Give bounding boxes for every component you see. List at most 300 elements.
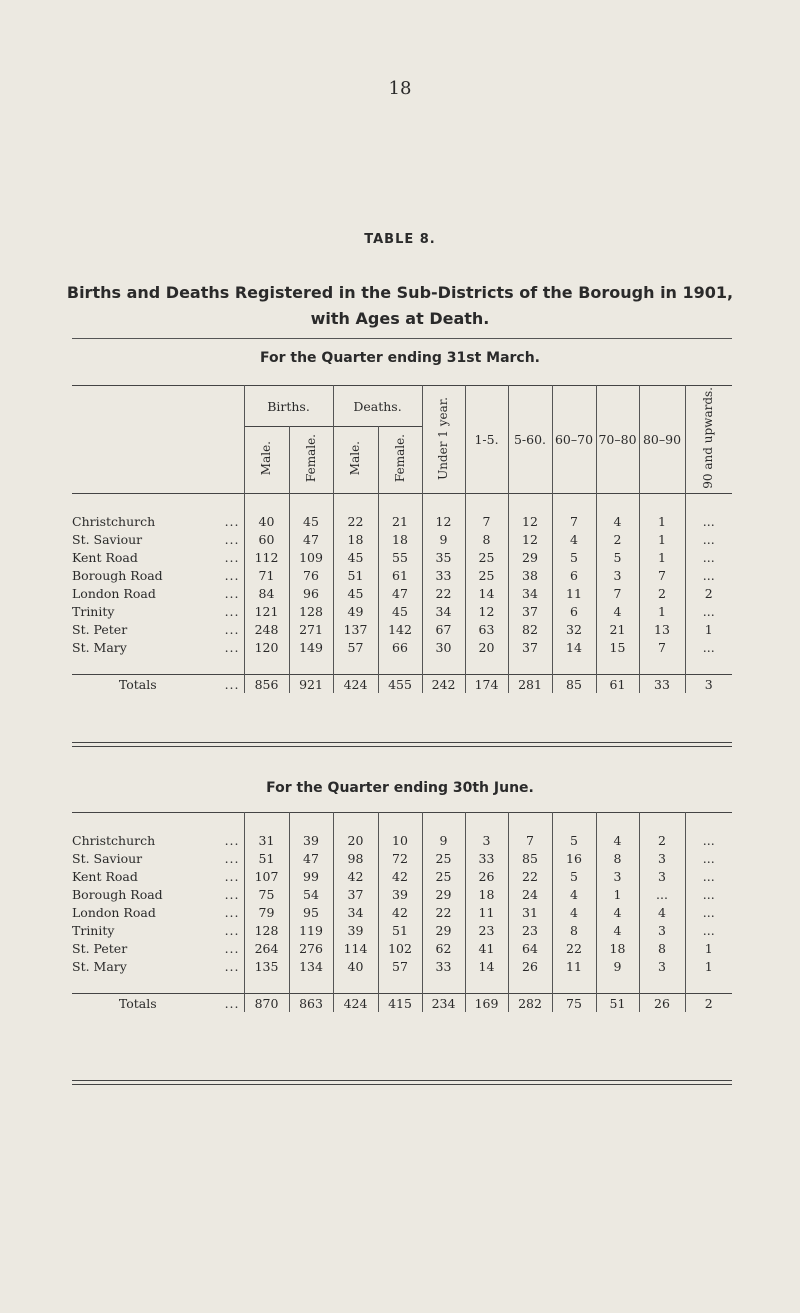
value-cell: 22: [333, 512, 378, 530]
age-70-80-header: 70–80: [596, 386, 639, 494]
value-cell: 2: [639, 831, 685, 849]
quarter1-totals: [72, 675, 732, 694]
table-title: Births and Deaths Registered in the Sub-Districts of the Borough in 1901, with Ages at Death.: [66, 283, 734, 328]
table-row: [72, 602, 732, 620]
value-cell: 921: [289, 675, 333, 694]
value-cell: ...: [702, 513, 715, 529]
value-cell: 63: [465, 620, 508, 638]
value-cell: 4: [596, 512, 639, 530]
value-cell: 42: [378, 903, 422, 921]
table-row: [72, 939, 732, 957]
value-cell: 8: [639, 939, 685, 957]
value-cell: 128: [289, 602, 333, 620]
district-name-cell: [72, 602, 244, 620]
value-cell: 72: [378, 849, 422, 867]
value-cell: 29: [508, 548, 552, 566]
value-cell: 2: [596, 530, 639, 548]
district-name: Totals: [118, 995, 157, 1011]
births-header: Births.: [244, 386, 333, 427]
value-cell: 1: [704, 940, 713, 956]
value-cell: 61: [596, 675, 639, 694]
leader-dots: ...: [224, 676, 240, 692]
table-row: [72, 548, 732, 566]
header-row-top: [72, 386, 732, 427]
value-cell: ...: [702, 904, 715, 920]
value-cell: 25: [465, 548, 508, 566]
value-cell: 863: [289, 994, 333, 1013]
value-cell: 14: [552, 638, 596, 656]
age-5-60-header: 5-60.: [508, 386, 552, 494]
value-cell: ...: [702, 832, 715, 848]
value-cell: 7: [552, 512, 596, 530]
value-cell: 9: [422, 831, 465, 849]
value-cell: 9: [422, 530, 465, 548]
value-cell: 856: [244, 675, 289, 694]
value-cell: 45: [289, 512, 333, 530]
value-cell: 1: [596, 885, 639, 903]
value-cell: 2: [685, 994, 732, 1013]
value-cell: 142: [378, 620, 422, 638]
quarter1-body: [72, 512, 732, 675]
district-name-cell: [72, 994, 244, 1013]
district-name: St. Peter: [72, 940, 128, 956]
totals-row: [72, 994, 732, 1013]
value-cell: 22: [508, 867, 552, 885]
totals-row: [72, 675, 732, 694]
value-cell: 84: [244, 584, 289, 602]
value-cell: 1: [704, 621, 713, 637]
value-cell: 281: [508, 675, 552, 694]
leader-dots: ...: [224, 850, 240, 866]
leader-dots: ...: [224, 621, 240, 637]
value-cell: 7: [465, 512, 508, 530]
value-cell: 51: [596, 994, 639, 1013]
value-cell: 54: [289, 885, 333, 903]
value-cell: 5: [552, 831, 596, 849]
value-cell: 4: [596, 903, 639, 921]
value-cell: 45: [333, 548, 378, 566]
spacer-row: [72, 975, 732, 994]
value-cell: 12: [508, 512, 552, 530]
births-female-header: Female.: [289, 427, 333, 494]
value-cell: 30: [422, 638, 465, 656]
value-cell: 3: [685, 675, 732, 694]
value-cell: 3: [639, 921, 685, 939]
district-name-cell: [72, 530, 244, 548]
spacer-row: [72, 813, 732, 832]
leader-dots: ...: [224, 868, 240, 884]
table-row: [72, 849, 732, 867]
table-row: [72, 530, 732, 548]
value-cell: 31: [508, 903, 552, 921]
value-cell: 67: [422, 620, 465, 638]
value-cell: 121: [244, 602, 289, 620]
table-row: [72, 957, 732, 975]
leader-dots: ...: [224, 567, 240, 583]
value-cell: 7: [639, 638, 685, 656]
value-cell: 18: [596, 939, 639, 957]
leader-dots: ...: [224, 513, 240, 529]
value-cell: 62: [422, 939, 465, 957]
quarter2-totals: [72, 994, 732, 1013]
value-cell: 120: [244, 638, 289, 656]
value-cell: 1: [639, 530, 685, 548]
value-cell: 3: [596, 566, 639, 584]
value-cell: ...: [702, 639, 715, 655]
value-cell: 134: [289, 957, 333, 975]
value-cell: 109: [289, 548, 333, 566]
district-name-cell: [72, 939, 244, 957]
value-cell: 18: [333, 530, 378, 548]
value-cell: 25: [422, 867, 465, 885]
leader-dots: ...: [224, 585, 240, 601]
value-cell: 1: [639, 548, 685, 566]
value-cell: 79: [244, 903, 289, 921]
value-cell: 112: [244, 548, 289, 566]
value-cell: 24: [508, 885, 552, 903]
value-cell: 3: [596, 867, 639, 885]
table-row: [72, 566, 732, 584]
value-cell: 32: [552, 620, 596, 638]
value-cell: 107: [244, 867, 289, 885]
value-cell: 7: [639, 566, 685, 584]
value-cell: 102: [378, 939, 422, 957]
district-name: St. Saviour: [72, 850, 143, 866]
leader-dots: ...: [224, 958, 240, 974]
table-row: [72, 620, 732, 638]
value-cell: 4: [552, 903, 596, 921]
value-cell: 248: [244, 620, 289, 638]
value-cell: 47: [378, 584, 422, 602]
value-cell: 64: [508, 939, 552, 957]
table-row: [72, 512, 732, 530]
value-cell: 39: [378, 885, 422, 903]
value-cell: 149: [289, 638, 333, 656]
value-cell: 26: [639, 994, 685, 1013]
district-name-cell: [72, 849, 244, 867]
value-cell: 51: [378, 921, 422, 939]
table-row: [72, 831, 732, 849]
value-cell: 85: [508, 849, 552, 867]
value-cell: 20: [333, 831, 378, 849]
value-cell: 71: [244, 566, 289, 584]
value-cell: 34: [508, 584, 552, 602]
quarter2-title: For the Quarter ending 30th June.: [266, 780, 534, 796]
value-cell: 234: [422, 994, 465, 1013]
value-cell: ...: [702, 549, 715, 565]
quarter2-end-rule: [72, 1080, 732, 1085]
value-cell: 11: [552, 957, 596, 975]
value-cell: 11: [465, 903, 508, 921]
value-cell: ...: [639, 885, 685, 903]
under1-header: Under 1 year.: [422, 386, 465, 494]
value-cell: 135: [244, 957, 289, 975]
value-cell: 96: [289, 584, 333, 602]
district-name-cell: [72, 584, 244, 602]
leader-dots: ...: [224, 904, 240, 920]
value-cell: 415: [378, 994, 422, 1013]
value-cell: 22: [552, 939, 596, 957]
value-cell: 6: [552, 566, 596, 584]
leader-dots: ...: [224, 549, 240, 565]
district-name: London Road: [72, 585, 156, 601]
age-60-70-header: 60–70: [552, 386, 596, 494]
value-cell: 55: [378, 548, 422, 566]
district-name-cell: [72, 512, 244, 530]
value-cell: 47: [289, 849, 333, 867]
value-cell: 35: [422, 548, 465, 566]
value-cell: 25: [465, 566, 508, 584]
value-cell: 29: [422, 921, 465, 939]
value-cell: 34: [333, 903, 378, 921]
value-cell: ...: [702, 850, 715, 866]
value-cell: 7: [508, 831, 552, 849]
value-cell: 75: [552, 994, 596, 1013]
district-name-cell: [72, 831, 244, 849]
spacer-row: [72, 494, 732, 513]
value-cell: 4: [596, 602, 639, 620]
value-cell: 4: [552, 885, 596, 903]
value-cell: 18: [378, 530, 422, 548]
value-cell: 1: [639, 602, 685, 620]
leader-dots: ...: [224, 531, 240, 547]
value-cell: 4: [639, 903, 685, 921]
district-name-cell: [72, 675, 244, 694]
value-cell: 4: [596, 921, 639, 939]
value-cell: 8: [596, 849, 639, 867]
leader-dots: ...: [224, 603, 240, 619]
value-cell: 1: [639, 512, 685, 530]
value-cell: 26: [465, 867, 508, 885]
value-cell: 60: [244, 530, 289, 548]
district-name-cell: [72, 885, 244, 903]
value-cell: 424: [333, 994, 378, 1013]
value-cell: 41: [465, 939, 508, 957]
value-cell: 33: [465, 849, 508, 867]
value-cell: 39: [289, 831, 333, 849]
value-cell: 22: [422, 903, 465, 921]
value-cell: 51: [244, 849, 289, 867]
district-name: Christchurch: [72, 513, 156, 529]
district-name: St. Mary: [72, 958, 127, 974]
value-cell: 76: [289, 566, 333, 584]
value-cell: 15: [596, 638, 639, 656]
value-cell: 33: [639, 675, 685, 694]
value-cell: 37: [508, 638, 552, 656]
value-cell: 169: [465, 994, 508, 1013]
value-cell: 23: [465, 921, 508, 939]
value-cell: 82: [508, 620, 552, 638]
table-row: [72, 903, 732, 921]
value-cell: 1: [704, 958, 713, 974]
value-cell: 14: [465, 584, 508, 602]
value-cell: 3: [465, 831, 508, 849]
value-cell: 13: [639, 620, 685, 638]
value-cell: 45: [333, 584, 378, 602]
value-cell: 25: [422, 849, 465, 867]
value-cell: 5: [552, 548, 596, 566]
value-cell: 424: [333, 675, 378, 694]
leader-dots: ...: [224, 922, 240, 938]
value-cell: ...: [702, 567, 715, 583]
value-cell: 455: [378, 675, 422, 694]
district-name-cell: [72, 638, 244, 656]
leader-dots: ...: [224, 995, 240, 1011]
spacer-row: [72, 656, 732, 675]
value-cell: ...: [702, 868, 715, 884]
value-cell: 40: [333, 957, 378, 975]
district-name: St. Saviour: [72, 531, 143, 547]
value-cell: 20: [465, 638, 508, 656]
leader-dots: ...: [224, 639, 240, 655]
value-cell: 39: [333, 921, 378, 939]
district-name-cell: [72, 957, 244, 975]
deaths-male-header: Male.: [333, 427, 378, 494]
age-1-5-header: 1-5.: [465, 386, 508, 494]
value-cell: 10: [378, 831, 422, 849]
value-cell: 61: [378, 566, 422, 584]
table-label: TABLE 8.: [364, 232, 436, 247]
value-cell: 870: [244, 994, 289, 1013]
table-row: [72, 921, 732, 939]
district-name: St. Mary: [72, 639, 127, 655]
table-row: [72, 638, 732, 656]
value-cell: 31: [244, 831, 289, 849]
value-cell: 49: [333, 602, 378, 620]
value-cell: 264: [244, 939, 289, 957]
deaths-header: Deaths.: [333, 386, 422, 427]
district-name: London Road: [72, 904, 156, 920]
value-cell: 128: [244, 921, 289, 939]
value-cell: 57: [378, 957, 422, 975]
district-name-cell: [72, 903, 244, 921]
value-cell: 12: [422, 512, 465, 530]
table-row: [72, 584, 732, 602]
value-cell: 37: [508, 602, 552, 620]
district-name-cell: [72, 566, 244, 584]
value-cell: 3: [639, 867, 685, 885]
value-cell: 119: [289, 921, 333, 939]
district-name: Borough Road: [72, 567, 163, 583]
value-cell: 42: [333, 867, 378, 885]
district-name-cell: [72, 548, 244, 566]
value-cell: 22: [422, 584, 465, 602]
leader-dots: ...: [224, 940, 240, 956]
title-rule: [72, 338, 732, 339]
value-cell: 11: [552, 584, 596, 602]
value-cell: 75: [244, 885, 289, 903]
value-cell: 33: [422, 957, 465, 975]
value-cell: 95: [289, 903, 333, 921]
value-cell: 51: [333, 566, 378, 584]
district-name-cell: [72, 620, 244, 638]
value-cell: 2: [639, 584, 685, 602]
quarter2-body: [72, 831, 732, 994]
value-cell: ...: [702, 922, 715, 938]
value-cell: 66: [378, 638, 422, 656]
page-number: 18: [388, 78, 412, 99]
value-cell: 57: [333, 638, 378, 656]
value-cell: 33: [422, 566, 465, 584]
value-cell: 276: [289, 939, 333, 957]
value-cell: 3: [639, 849, 685, 867]
age-90-up-header: 90 and upwards.: [685, 386, 732, 494]
leader-dots: ...: [224, 886, 240, 902]
value-cell: 271: [289, 620, 333, 638]
value-cell: 4: [596, 831, 639, 849]
quarter1-title: For the Quarter ending 31st March.: [260, 350, 540, 366]
value-cell: 12: [465, 602, 508, 620]
district-name: Trinity: [72, 922, 115, 938]
value-cell: 9: [596, 957, 639, 975]
quarter1-end-rule: [72, 742, 732, 747]
births-male-header: Male.: [244, 427, 289, 494]
age-80-90-header: 80–90: [639, 386, 685, 494]
district-name: Christchurch: [72, 832, 156, 848]
value-cell: 12: [508, 530, 552, 548]
value-cell: 18: [465, 885, 508, 903]
value-cell: 174: [465, 675, 508, 694]
district-name: Borough Road: [72, 886, 163, 902]
district-name-cell: [72, 867, 244, 885]
district-name: Totals: [118, 676, 157, 692]
table-row: [72, 867, 732, 885]
value-cell: ...: [702, 886, 715, 902]
value-cell: 45: [378, 602, 422, 620]
value-cell: 23: [508, 921, 552, 939]
value-cell: 4: [552, 530, 596, 548]
district-name-cell: [72, 921, 244, 939]
value-cell: 3: [639, 957, 685, 975]
value-cell: ...: [702, 531, 715, 547]
value-cell: 40: [244, 512, 289, 530]
district-header: [72, 386, 244, 494]
district-name: Trinity: [72, 603, 115, 619]
district-name: Kent Road: [72, 549, 138, 565]
value-cell: 38: [508, 566, 552, 584]
value-cell: 37: [333, 885, 378, 903]
value-cell: 16: [552, 849, 596, 867]
district-name: Kent Road: [72, 868, 138, 884]
value-cell: 5: [552, 867, 596, 885]
value-cell: 6: [552, 602, 596, 620]
value-cell: 47: [289, 530, 333, 548]
value-cell: 8: [552, 921, 596, 939]
value-cell: 29: [422, 885, 465, 903]
table-row: [72, 885, 732, 903]
value-cell: 98: [333, 849, 378, 867]
value-cell: 137: [333, 620, 378, 638]
value-cell: 21: [378, 512, 422, 530]
value-cell: 34: [422, 602, 465, 620]
value-cell: 114: [333, 939, 378, 957]
district-name: St. Peter: [72, 621, 128, 637]
leader-dots: ...: [224, 832, 240, 848]
value-cell: 42: [378, 867, 422, 885]
value-cell: 242: [422, 675, 465, 694]
value-cell: 21: [596, 620, 639, 638]
value-cell: 26: [508, 957, 552, 975]
value-cell: ...: [702, 603, 715, 619]
value-cell: 85: [552, 675, 596, 694]
value-cell: 282: [508, 994, 552, 1013]
value-cell: 5: [596, 548, 639, 566]
value-cell: 99: [289, 867, 333, 885]
value-cell: 8: [465, 530, 508, 548]
quarter1-table: [72, 385, 732, 693]
value-cell: 14: [465, 957, 508, 975]
value-cell: 7: [596, 584, 639, 602]
